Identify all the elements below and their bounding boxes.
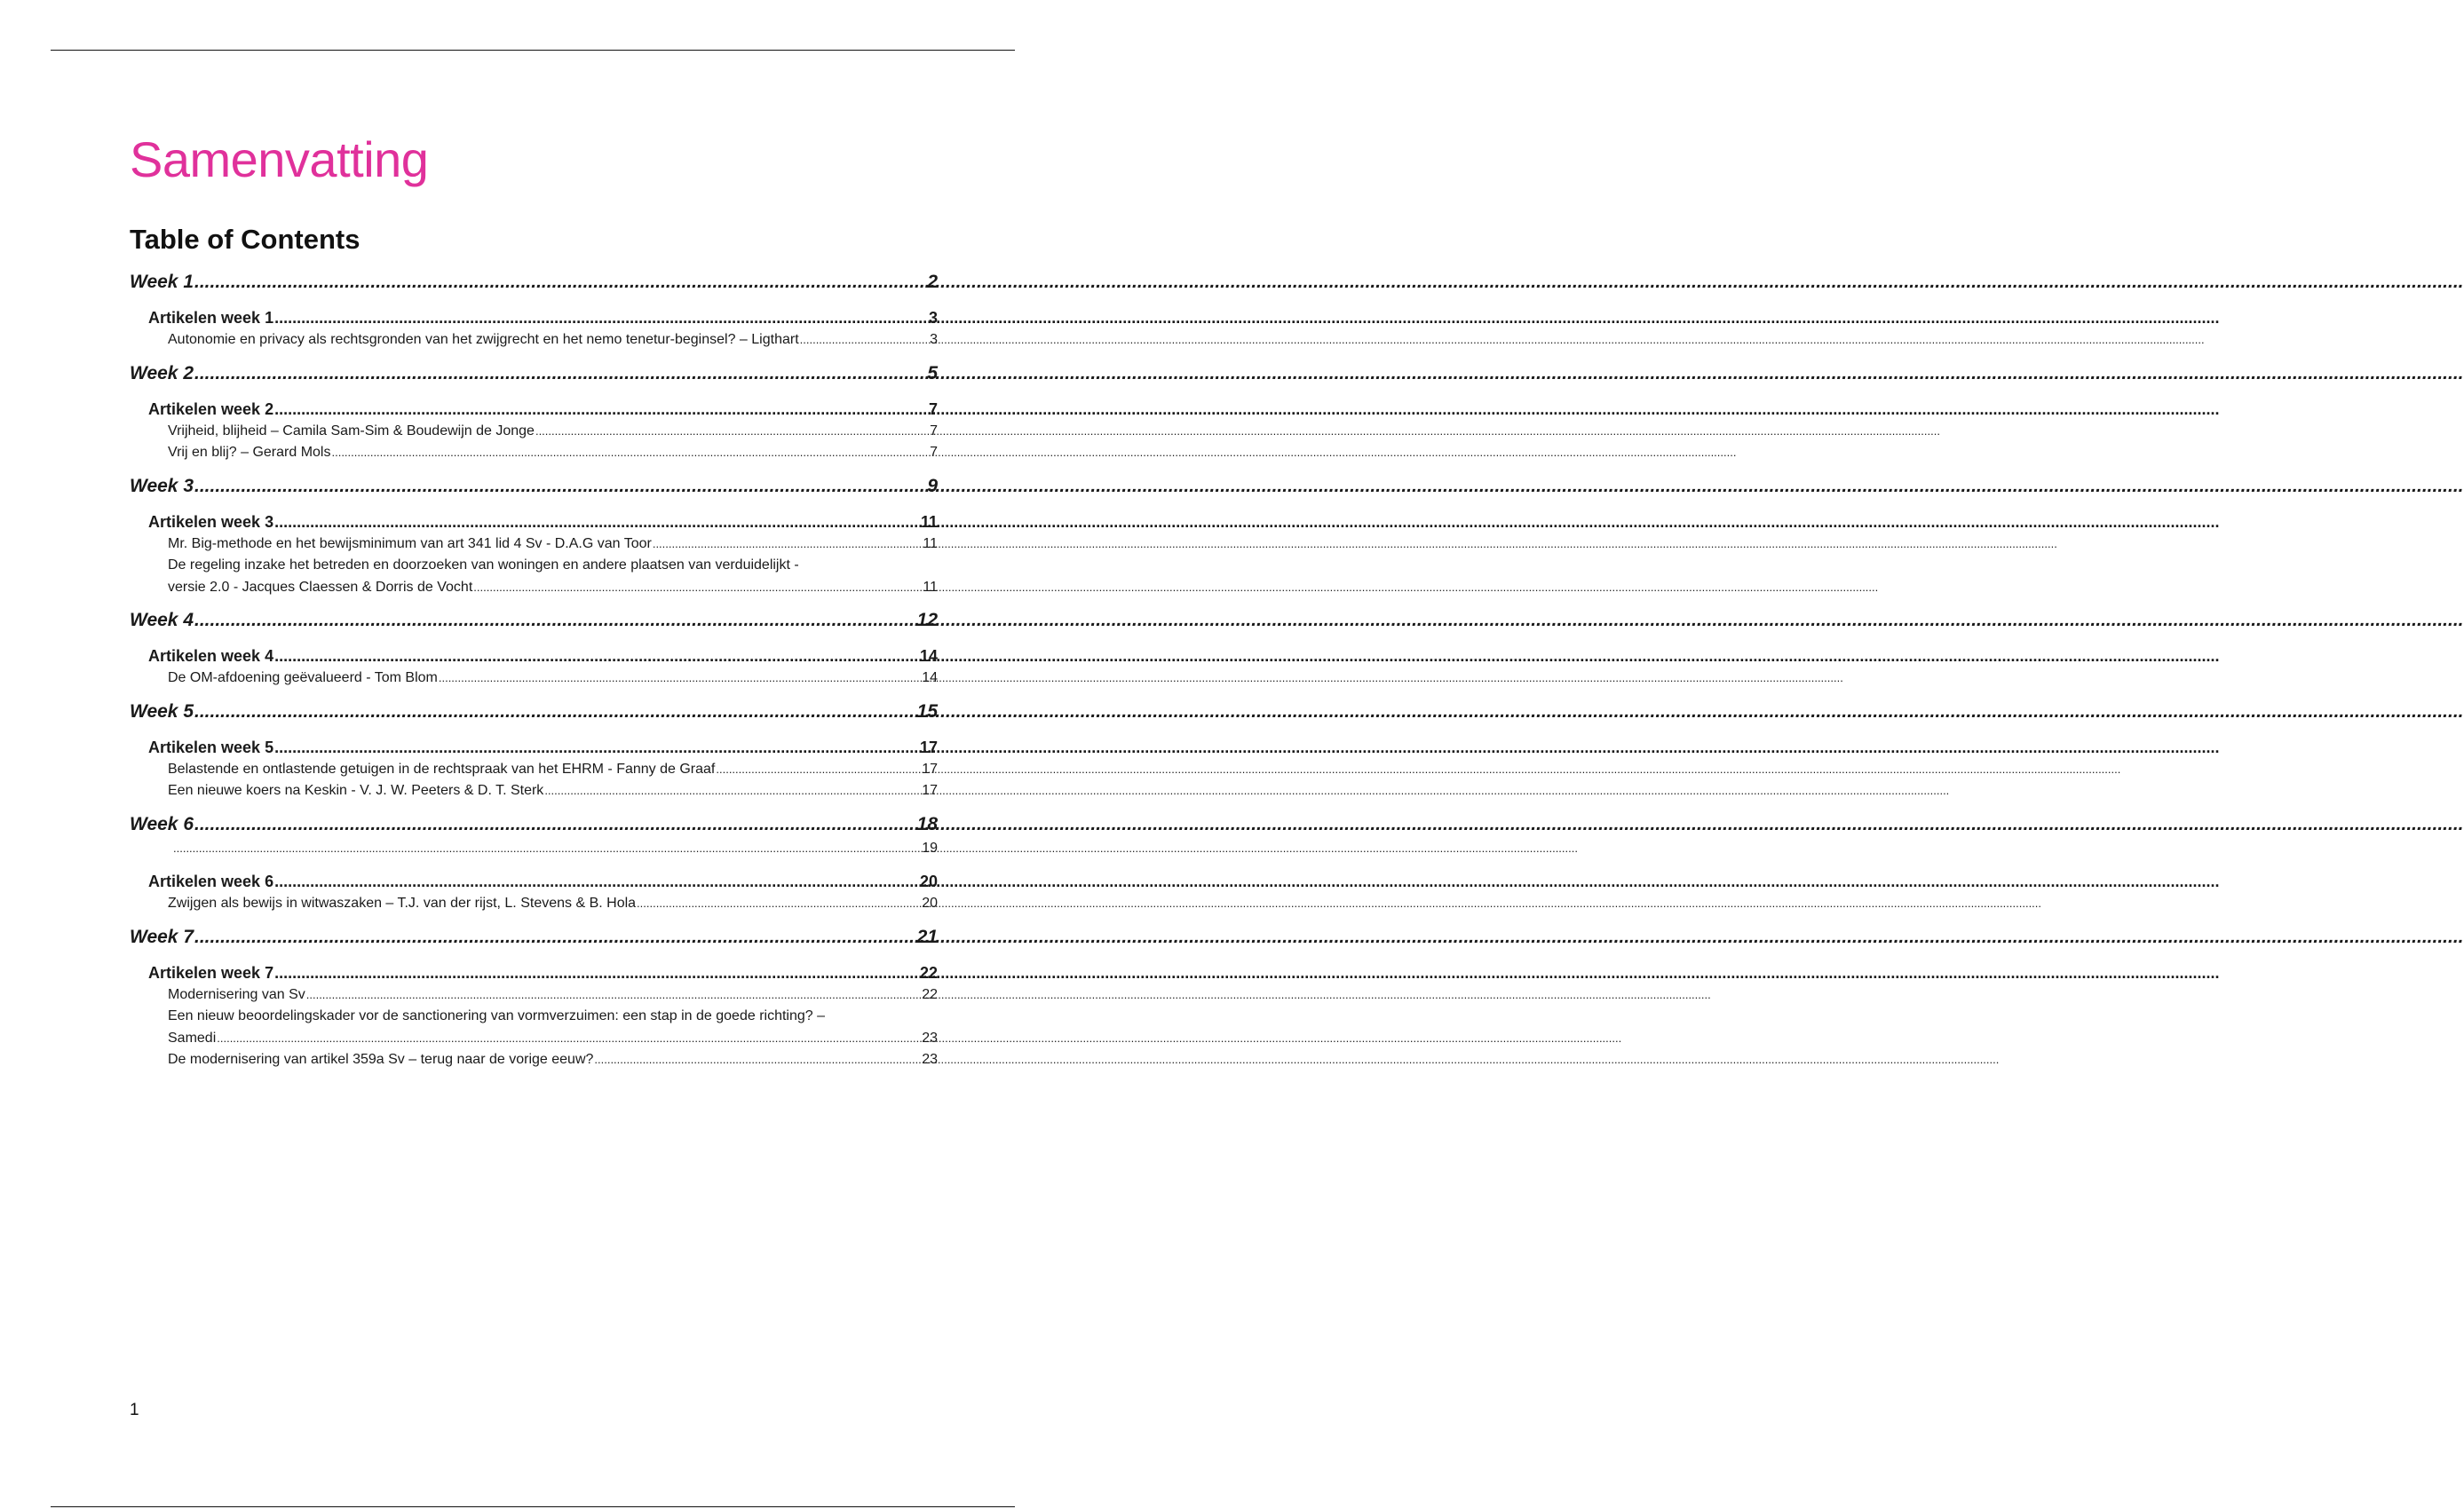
- toc-page-number: 11: [923, 579, 938, 595]
- toc-entry-article[interactable]: [130, 421, 938, 443]
- toc-entry-label: Week 6: [130, 813, 194, 834]
- document-body: [130, 129, 938, 1071]
- toc-entry-label: Vrij en blij? – Gerard Mols: [168, 445, 331, 460]
- toc-leader-dots: [274, 736, 919, 759]
- toc-entry-label: De modernisering van artikel 359a Sv – terug naar de vorige eeuw?: [168, 1052, 594, 1067]
- toc-page-number: 23: [922, 1052, 938, 1067]
- toc-entry-label: Samedi: [168, 1030, 217, 1046]
- toc-entry-artikelen-week-3[interactable]: [130, 510, 938, 533]
- toc-page-number: 9: [927, 475, 938, 496]
- toc-entry-label: Artikelen week 7: [148, 963, 274, 982]
- toc-page-number: 17: [919, 738, 938, 756]
- toc-entry-label: Artikelen week 3: [148, 512, 274, 531]
- toc-page-number: 14: [922, 670, 938, 685]
- toc-page-number: 23: [922, 1030, 938, 1046]
- toc-leader-dots: [544, 780, 921, 802]
- toc-page-number: 17: [922, 761, 938, 777]
- toc-entry-label: Week 1: [130, 272, 194, 292]
- toc-entry-artikelen-week-2[interactable]: [130, 398, 938, 421]
- toc-leader-dots: [594, 1049, 921, 1071]
- toc-page-number: 5: [927, 362, 938, 383]
- toc-entry-label: Belastende en ontlastende getuigen in de rechtspraak van het EHRM - Fanny de Graaf: [168, 761, 716, 777]
- toc-leader-dots: [331, 442, 929, 464]
- toc-entry-artikelen-week-4[interactable]: [130, 644, 938, 668]
- toc-leader-dots: [194, 811, 916, 838]
- toc-entry-label: Artikelen week 2: [148, 399, 274, 418]
- toc-entry-article[interactable]: [130, 1028, 938, 1050]
- toc-entry-artikelen-week-6[interactable]: [130, 870, 938, 893]
- toc-entry-article[interactable]: [130, 759, 938, 781]
- toc-page-number: 22: [919, 963, 938, 982]
- toc-entry-label: Autonomie en privacy als rechtsgronden van het zwijgrecht en het nemo tenetur-beginsel? – Ligthart: [168, 332, 799, 347]
- toc-leader-dots: [473, 577, 922, 599]
- toc-entry-article[interactable]: [130, 442, 938, 464]
- toc-leader-dots: [194, 924, 916, 951]
- toc-leader-dots: [217, 1028, 921, 1050]
- toc-page-number: 22: [922, 986, 938, 1002]
- toc-entry-label: Week 7: [130, 926, 194, 947]
- toc-entry-week-3[interactable]: [130, 473, 938, 500]
- toc-page-number: 2: [927, 272, 938, 292]
- toc-leader-dots: [274, 870, 919, 893]
- toc-leader-dots: [274, 306, 928, 329]
- toc-entry-label: De OM-afdoening geëvalueerd - Tom Blom: [168, 670, 438, 685]
- toc-entry-article[interactable]: [130, 668, 938, 690]
- toc-page-number: 15: [916, 700, 938, 722]
- toc-page-number: 11: [920, 512, 938, 531]
- toc-entry-article-line1[interactable]: De regeling inzake het betreden en doorzoeken van woningen en andere plaatsen van verduidelijkt -: [168, 557, 799, 573]
- toc-leader-dots: [637, 893, 921, 915]
- toc-leader-dots: [535, 421, 929, 443]
- toc-entry-label: Artikelen week 4: [148, 647, 274, 665]
- toc-entry-artikelen-week-1[interactable]: [130, 306, 938, 329]
- toc-heading: Table of Contents: [130, 224, 360, 255]
- toc-page-number: 3: [930, 332, 938, 347]
- toc-entry-label: versie 2.0 - Jacques Claessen & Dorris de Vocht: [168, 579, 473, 595]
- toc-leader-dots: [439, 668, 921, 690]
- toc-leader-dots: [716, 759, 921, 781]
- toc-leader-dots: [274, 510, 920, 533]
- toc-entry-label: Artikelen week 1: [148, 309, 274, 327]
- toc-page-number: 7: [928, 399, 938, 418]
- toc-leader-dots: [274, 961, 919, 984]
- toc-entry-label: Een nieuwe koers na Keskin - V. J. W. Peeters & D. T. Sterk: [168, 783, 544, 798]
- toc-entry-artikelen-week-5[interactable]: [130, 736, 938, 759]
- toc-entry-label: Mr. Big-methode en het bewijsminimum van art 341 lid 4 Sv - D.A.G van Toor: [168, 535, 652, 551]
- footer-rule: [51, 1506, 1015, 1507]
- header-rule: [51, 50, 1015, 51]
- toc-entry-article[interactable]: [130, 780, 938, 802]
- toc-entry-label: Zwijgen als bewijs in witwaszaken – T.J. van der rijst, L. Stevens & B. Hola: [168, 896, 637, 911]
- toc-leader-dots: [194, 699, 916, 725]
- toc-page-number: 20: [922, 896, 938, 911]
- toc-entry-article[interactable]: [130, 1049, 938, 1071]
- toc-page-number: 20: [919, 873, 938, 890]
- toc-leader-dots: [306, 984, 921, 1007]
- toc-entry-label: Vrijheid, blijheid – Camila Sam-Sim & Boudewijn de Jonge: [168, 423, 535, 438]
- toc-page-number: 7: [930, 445, 938, 460]
- toc-page-number: 11: [923, 535, 938, 551]
- toc-entry-artikelen-week-7[interactable]: [130, 961, 938, 984]
- toc-entry-article[interactable]: [130, 984, 938, 1007]
- toc-leader-dots: [274, 398, 928, 421]
- toc-entry-week-4[interactable]: [130, 607, 938, 634]
- toc-page-number: 21: [916, 926, 938, 947]
- toc-leader-dots: [274, 644, 919, 668]
- toc-entry-week-7[interactable]: [130, 924, 938, 951]
- toc-entry-empty[interactable]: [130, 838, 938, 860]
- toc-entry-article[interactable]: [130, 577, 938, 599]
- toc-entry-week-1[interactable]: [130, 269, 938, 296]
- toc-page-number: 12: [916, 610, 938, 630]
- toc-leader-dots: [173, 838, 921, 860]
- toc-entry-label: Week 2: [130, 362, 194, 383]
- toc-entry-label: Modernisering van Sv: [168, 986, 305, 1002]
- toc-entry-label: Artikelen week 5: [148, 738, 274, 756]
- toc-entry-label: Week 5: [130, 700, 194, 722]
- toc-entry-article-line1[interactable]: Een nieuw beoordelingskader vor de sanctionering van vormverzuimen: een stap in de goede richting? –: [168, 1008, 826, 1023]
- toc-entry-label: Week 4: [130, 610, 194, 630]
- toc-page-number: 14: [919, 647, 938, 665]
- page-number: 1: [130, 1401, 139, 1419]
- toc-entry-label: Week 3: [130, 475, 194, 496]
- toc-page-number: 3: [928, 309, 938, 327]
- toc-leader-dots: [653, 533, 923, 556]
- table-of-contents: [130, 269, 938, 1071]
- toc-leader-dots: [800, 329, 929, 352]
- toc-leader-dots: [194, 473, 926, 500]
- toc-entry-article[interactable]: [130, 533, 938, 556]
- toc-page-number: 18: [916, 813, 938, 834]
- toc-page-number: 17: [922, 783, 938, 798]
- toc-page-number: 19: [922, 840, 938, 856]
- toc-leader-dots: [194, 269, 926, 296]
- toc-entry-week-6[interactable]: [130, 811, 938, 838]
- toc-entry-article[interactable]: [130, 893, 938, 915]
- toc-leader-dots: [194, 607, 916, 634]
- toc-entry-week-2[interactable]: [130, 360, 938, 387]
- toc-entry-label: Artikelen week 6: [148, 873, 274, 890]
- toc-page-number: 7: [930, 423, 938, 438]
- toc-entry-article[interactable]: [130, 329, 938, 352]
- document-title: Samenvatting: [130, 131, 429, 187]
- toc-entry-week-5[interactable]: [130, 699, 938, 725]
- toc-leader-dots: [194, 360, 926, 387]
